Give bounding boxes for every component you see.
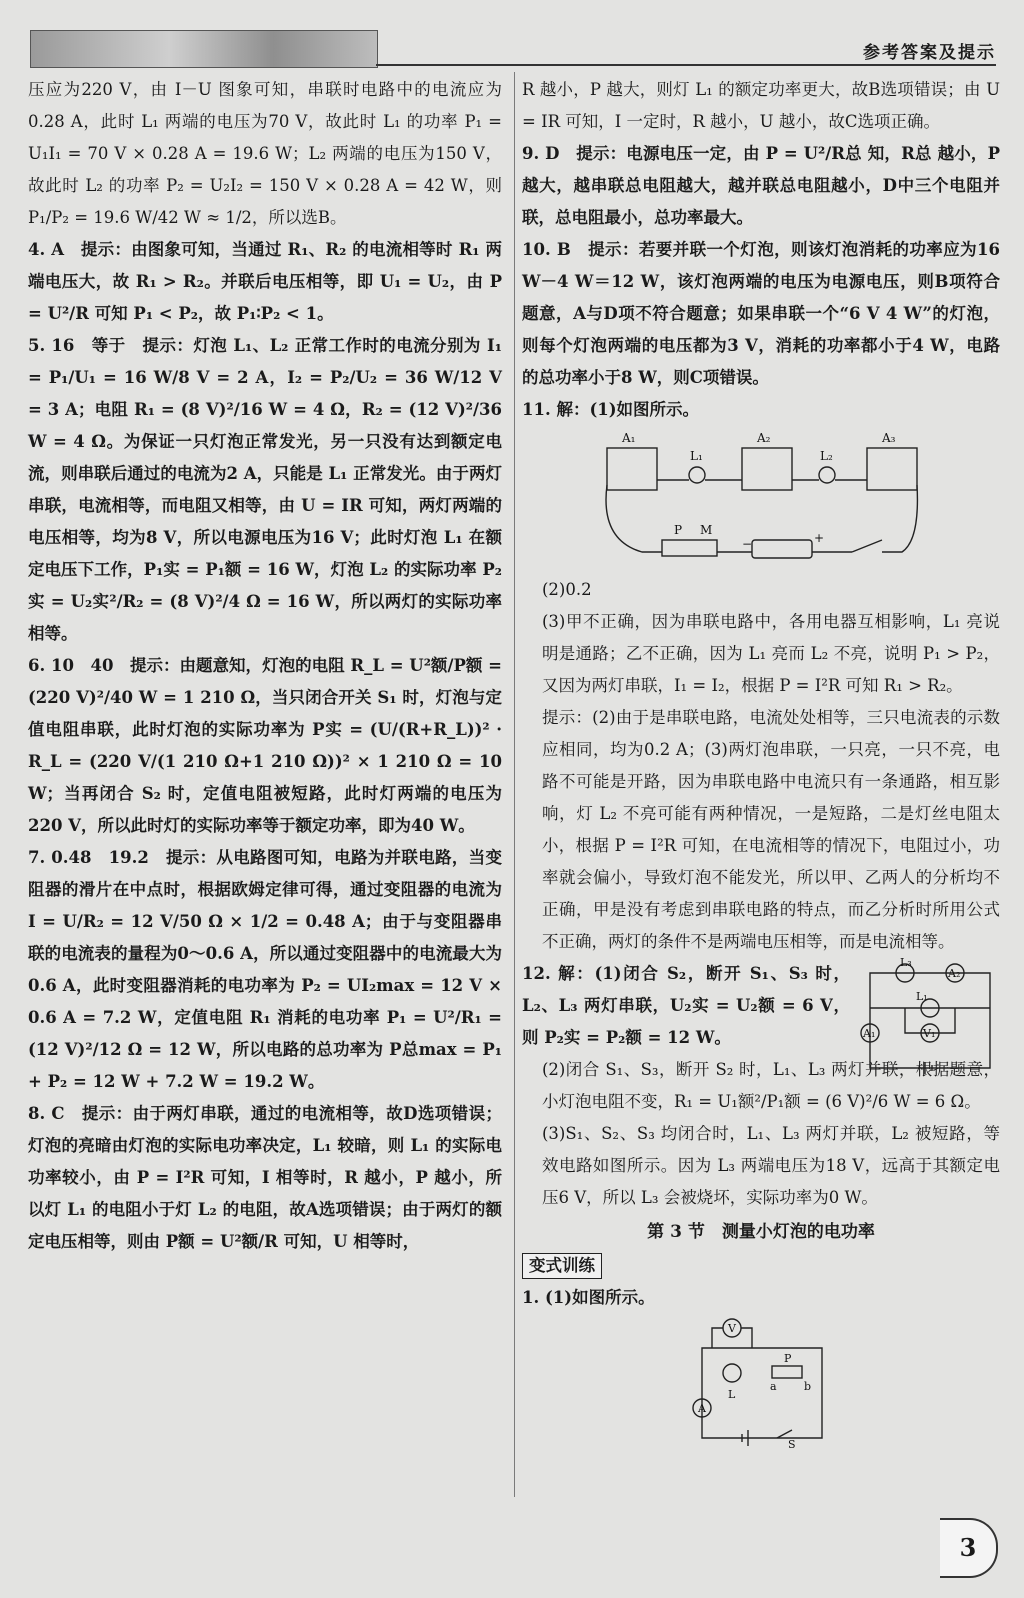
fig11-label: − [742, 537, 753, 551]
fig12-label: A₂ [948, 967, 961, 980]
fig12-label: L₃ [900, 958, 912, 969]
ex1-label: V [728, 1322, 736, 1335]
bulb-l1 [689, 467, 705, 483]
answer-8-cont: R 越小，P 越大，则灯 L₁ 的额定功率更大，故B选项错误；由 U = IR 可知，I 一定时，R 越小，U 越小，故C选项正确。 [522, 80, 1000, 131]
ammeter-a1-box [607, 448, 657, 490]
answer-11-heading: 11. 解：(1)如图所示。 [522, 400, 700, 419]
fig11-label: A₁ [622, 431, 636, 445]
fig11-label: A₃ [882, 431, 896, 445]
ammeter-a3-box [867, 448, 917, 490]
header-rule [376, 64, 996, 66]
bulb-l2 [819, 467, 835, 483]
fig11-label: M [700, 523, 713, 537]
exercise-1-circuit [692, 1318, 832, 1448]
exercise-tag: 变式训练 [522, 1253, 602, 1279]
ex1-label: b [804, 1380, 812, 1393]
switch [852, 485, 917, 552]
fig11-label: + [814, 531, 825, 545]
fig11-label: A₂ [757, 431, 771, 445]
answer-11-part3: (3)甲不正确，因为串联电路中，各用电器互相影响，L₁ 亮说明是通路；乙不正确，因为 L₁ 亮而 L₂ 不亮，说明 P₁ > P₂，又因为两灯串联，I₁ = I₂，根据 P = I²R 可知 R₁ > R₂。 [542, 612, 1000, 695]
rheostat [662, 540, 717, 556]
answer-3-cont: 压应为220 V，由 I－U 图象可知，串联时电路中的电流应为0.28 A，此时 L₁ 两端的电压为70 V，故此时 L₁ 的功率 P₁ = U₁I₁ = 70 V × 0.28 A = 19.6 W；L₂ 两端的电压为150 V，故此时 L₂ 的功率 P₂ = U₂I₂ = 150 V × 0.28 A = 42 W，则 P₁/P₂ = 19.6 W/42 W ≈ 1/2，所以选B。 [28, 80, 502, 227]
ex1-label: A [698, 1402, 706, 1415]
ex1-label: P [784, 1352, 792, 1365]
right-column [522, 74, 1000, 1452]
figure-11-circuit [602, 430, 922, 570]
fig11-label: L₁ [690, 449, 703, 463]
answer-12-part2: (2)闭合 S₁、S₃，断开 S₂ 时，L₁、L₃ 两灯并联，根据题意，小灯泡电阻不变，R₁ = U₁额²/P₁额 = (6 V)²/6 W = 6 Ω。 [542, 1060, 1000, 1111]
fig12-label: A₁ [863, 1027, 876, 1040]
ammeter-a2-box [742, 448, 792, 490]
header-title: 参考答案及提示 [863, 43, 996, 63]
fig11-label: L₂ [820, 449, 833, 463]
answer-11-part2: (2)0.2 [542, 580, 592, 599]
fig12-label: V₁ [923, 1027, 936, 1040]
fig11-label: P [674, 523, 683, 537]
page-header [0, 0, 1024, 64]
exercise-1: 1. (1)如图所示。 [522, 1288, 655, 1307]
rheostat [772, 1366, 802, 1378]
answer-12-block [522, 958, 1000, 1214]
answer-6: 6. 10 40 提示：由题意知，灯泡的电阻 R_L = U²额/P额 = (220 V)²/40 W = 1 210 Ω，当只闭合开关 S₁ 时，灯泡与定值电阻串联，此时灯泡的实际功率为 P实 = (U/(R+R_L))² · R_L = (220 V/(1 210 Ω+1 210 Ω))² × 1 210 Ω = 10 W；当再闭合 S₂ 时，定值电阻被短路，此时灯两端的电压为220 V，所以此时灯的实际功率等于额定功率，即为40 W。 [28, 656, 502, 835]
ex1-label: S [788, 1438, 796, 1448]
header-banner-image [30, 30, 378, 68]
answer-7: 7. 0.48 19.2 提示：从电路图可知，电路为并联电路，当变阻器的滑片在中点时，根据欧姆定律可得，通过变阻器的电流为 I = U/R₂ = 12 V/50 Ω × 1/2 = 0.48 A；由于与变阻器串联的电流表的量程为0～0.6 A，所以通过变阻器中的电流最大为0.6 A，此时变阻器消耗的电功率为 P₂ = UI₂max = 12 V × 0.6 A = 7.2 W，定值电阻 R₁ 消耗的电功率 P₁ = U²/R₁ = (12 V)²/12 Ω = 12 W，所以电路的总功率为 P总max = P₁ + P₂ = 12 W + 7.2 W = 19.2 W。 [28, 848, 502, 1091]
figure-12-circuit [860, 958, 1000, 1078]
answer-10: 10. B 提示：若要并联一个灯泡，则该灯泡消耗的功率应为16 W－4 W＝12 W，该灯泡两端的电压为电源电压，则B项符合题意，A与D项不符合题意；如果串联一个“6 V 4 W”的灯泡，则每个灯泡两端的电压都为3 V，消耗的功率都小于4 W，电路的总功率小于8 W，则C项错误。 [522, 240, 1000, 387]
answer-4: 4. A 提示：由图象可知，当通过 R₁、R₂ 的电流相等时 R₁ 两端电压大，故 R₁ > R₂。并联后电压相等，即 U₁ = U₂，由 P = U²/R 可知 P₁ < P₂，故 P₁∶P₂ < 1。 [28, 240, 502, 323]
answer-12-part3: (3)S₁、S₂、S₃ 均闭合时，L₁、L₃ 两灯并联，L₂ 被短路，等效电路如图所示。因为 L₃ 两端电压为18 V，远高于其额定电压6 V，所以 L₃ 会被烧坏，实际功率为0 W。 [542, 1124, 1000, 1207]
answer-11-hint: 提示：(2)由于是串联电路，电流处处相等，三只电流表的示数应相同，均为0.2 A；(3)两灯泡串联，一只亮，一只不亮，电路不可能是开路，因为串联电路中电流只有一条通路，相互影响，灯 L₂ 不亮可能有两种情况，一是短路，二是灯丝电阻太小，根据 P = I²R 可知，在电流相等的情况下，电阻过小，功率就会偏小，导致灯泡不能发光，所以甲、乙两人的分析均不正确，甲是没有考虑到串联电路的特点，而乙分析时所用公式不正确，两灯的条件不是两端电压相等，而是电流相等。 [542, 708, 1000, 951]
fig12-label: L₁ [916, 990, 928, 1003]
page-number: 3 [940, 1518, 998, 1578]
answer-9: 9. D 提示：电源电压一定，由 P = U²/R总 知，R总 越小，P 越大，越串联总电阻越大，越并联总电阻越小，D中三个电阻并联，总电阻最小，总功率最大。 [522, 144, 1000, 227]
section-title: 第 3 节 测量小灯泡的电功率 [647, 1222, 875, 1242]
ex1-label: a [770, 1380, 777, 1393]
answer-5: 5. 16 等于 提示：灯泡 L₁、L₂ 正常工作时的电流分别为 I₁ = P₁/U₁ = 16 W/8 V = 2 A，I₂ = P₂/U₂ = 36 W/12 V = 3 A；电阻 R₁ = (8 V)²/16 W = 4 Ω，R₂ = (12 V)²/36 W = 4 Ω。为保证一只灯泡正常发光，另一只没有达到额定电流，则串联后通过的电流为2 A，只能是 L₁ 正常发光。由于两灯串联，电流相等，而电阻又相等，由 U = IR 可知，两灯两端的电压相等，均为8 V，所以电源电压为16 V；此时灯泡 L₁ 在额定电压下工作，P₁实 = P₁额 = 16 W，灯泡 L₂ 的实际功率 P₂实 = U₂实²/R₂ = (8 V)²/4 Ω = 16 W，所以两灯的实际功率相等。 [28, 336, 502, 643]
answer-12-part1: 12. 解：(1)闭合 S₂，断开 S₁、S₃ 时，L₂、L₃ 两灯串联，U₂实 = U₂额 = 6 V，则 P₂实 = P₂额 = 12 W。 [522, 964, 850, 1047]
ex1-label: L [728, 1388, 736, 1401]
left-column [28, 74, 502, 1258]
battery [752, 540, 812, 558]
column-divider [514, 72, 515, 1497]
bulb-l [723, 1364, 741, 1382]
answer-8: 8. C 提示：由于两灯串联，通过的电流相等，故D选项错误；灯泡的亮暗由灯泡的实际电功率决定，L₁ 较暗，则 L₁ 的实际电功率较小，由 P = I²R 可知，I 相等时，R 越小，P 越小，所以灯 L₁ 的电阻小于灯 L₂ 的电阻，故A选项错误；由于两灯的额定电压相等，则由 P额 = U²额/R 可知，U 相等时， [28, 1104, 502, 1251]
